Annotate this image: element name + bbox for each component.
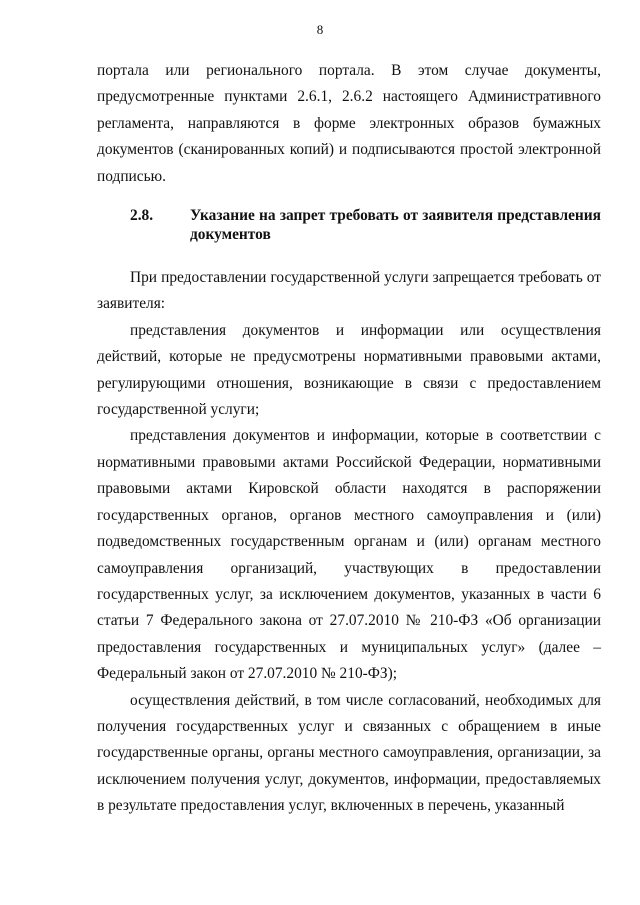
document-body — [97, 58, 601, 820]
paragraph-item-2: представления документов и информации, которые в соответствии с нормативными правовыми актами Российской Федерации, нормативными правовыми актами Кировской области находятся в распоряжении государственных органов, органов местного самоуправления и (или) подведомственных государственным органам и (или) органам местного самоуправления организаций, участвующих в предоставлении государственных услуг, за исключением документов, указанных в части 6 статьи 7 Федерального закона от 27.07.2010 № 210-ФЗ «Об организации предоставления государственных и муниципальных услуг» (далее – Федеральный закон от 27.07.2010 № 210-ФЗ); — [97, 427, 601, 683]
page-number: 8 — [316, 22, 324, 37]
paragraph-item-3: осуществления действий, в том числе согласований, необходимых для получения государственных услуг и связанных с обращением в иные государственные органы, органы местного самоуправления, организации, за исключением получения услуг, документов, информации, предоставляемых в результате предоставления услуг, включенных в перечень, указанный — [97, 691, 601, 815]
paragraph-item-1: представления документов и информации или осуществления действий, которые не предусмотрены нормативными правовыми актами, регулирующими отношения, возникающие в связи с предоставлением государственной услуги; — [97, 321, 601, 419]
section-number: 2.8. — [130, 207, 154, 225]
paragraph-continuation: портала или регионального портала. В этом случае документы, предусмотренные пунктами 2.6.1, 2.6.2 настоящего Административного регламента, направляются в форме электронных образов бумажных документов (сканированных копий) и подписываются простой электронной подписью. — [97, 62, 601, 185]
section-title: Указание на запрет требовать от заявителя представления документов — [190, 207, 601, 244]
paragraph-intro: При предоставлении государственной услуги запрещается требовать от заявителя: — [97, 269, 601, 313]
section-heading — [97, 206, 601, 244]
